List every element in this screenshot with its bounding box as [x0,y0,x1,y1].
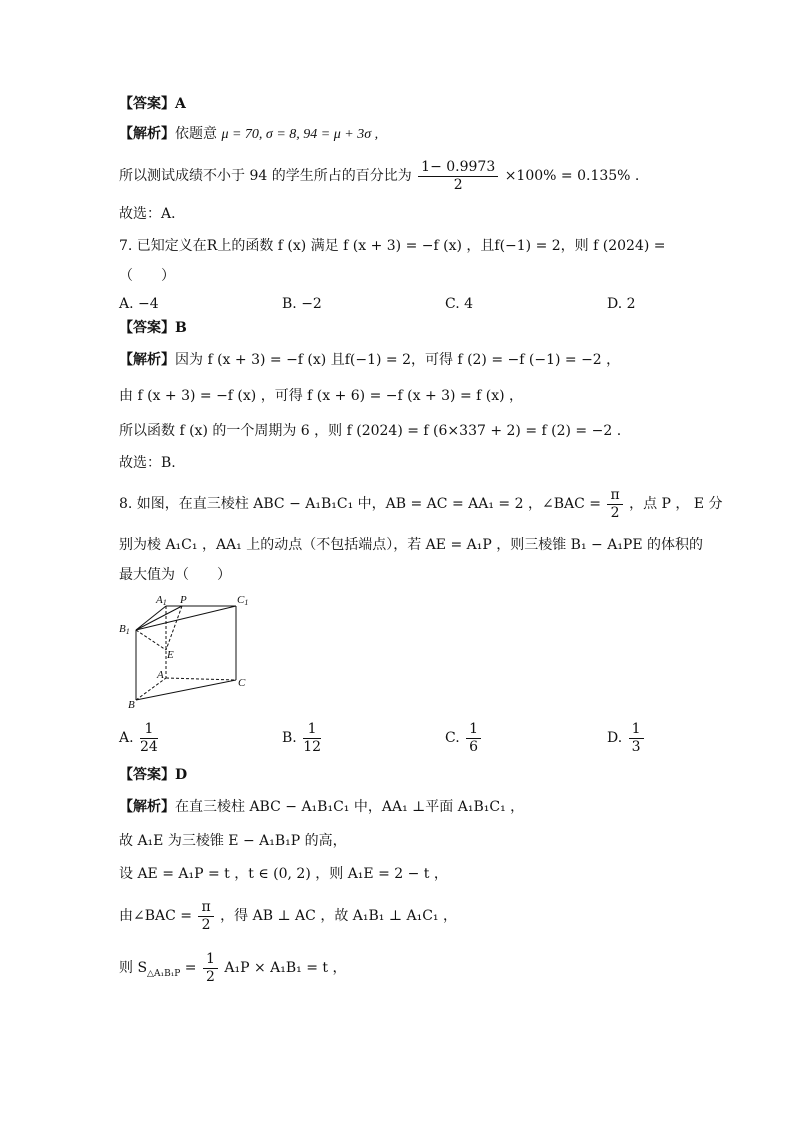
question-8-line2: 别为棱 A₁C₁ ，AA₁ 上的动点（不包括端点），若 AE = A₁P ，则三棱锥 B₁ − A₁PE 的体积的 [119,537,704,553]
label-b1: B1 [119,623,130,636]
question-7-line1: 7. 已知定义在R上的函数 f (x) 满足 f (x + 3) = −f (x) ，且f(−1) = 2，则 f (2024) = [119,238,666,254]
solution-7-line3: 所以函数 f (x) 的一个周期为 6 ，则 f (2024) = f (6×337 + 2) = f (2) = −2 . [119,423,622,439]
solution-text: = [180,960,197,976]
option-label: B. [282,730,297,746]
fraction [607,487,622,522]
solution-math: μ = 70, σ = 8, 94 = μ + 3σ , [221,127,379,142]
fraction [198,899,213,934]
subscript: △A₁B₁P [147,968,181,979]
fraction-numerator: 1 [466,721,481,739]
q8-option-c [445,720,483,756]
fraction [203,951,218,986]
solution-8-line4 [119,898,457,934]
option-label: A. [119,730,134,746]
question-7-line2: （ ） [119,268,175,284]
q8-option-a [119,720,160,756]
label-b: B [128,699,135,710]
fraction [466,721,481,756]
fraction-denominator: 6 [469,738,479,755]
question-8-line3: 最大值为（ ） [119,567,231,583]
fraction-numerator: 1− 0.9973 [418,159,498,177]
answer-6: 【答案】A [119,96,186,112]
fraction [140,721,158,756]
solution-7-line2: 由 f (x + 3) = −f (x) ，可得 f (x + 6) = −f (x + 3) = f (x) ， [119,388,524,404]
edge-ac [166,678,236,680]
fraction-denominator: 2 [206,968,215,985]
solution-text: 所以测试成绩不小于 94 的学生所占的百分比为 [119,168,412,184]
fraction-numerator: π [607,487,622,505]
q7-option-c: C. 4 [445,296,474,312]
fraction-numerator: 1 [203,951,218,969]
fraction-denominator: 12 [303,738,322,755]
label-c1: C1 [237,594,249,607]
label-a: A [157,669,164,681]
solution-text: 依题意 [175,126,217,142]
fraction-denominator: 3 [631,738,641,755]
fraction-numerator: 1 [629,721,644,739]
answer-8: 【答案】D [119,767,188,783]
prism-figure [116,592,256,710]
solution-7-line1 [119,350,620,370]
solution-6-conclusion: 故选：A． [119,206,186,222]
fraction-numerator: π [198,899,213,917]
solution-8-line3: 设 AE = A₁P = t ，t ∈ (0, 2) ，则 A₁E = 2 − t ， [119,866,448,882]
q7-option-d: D. 2 [607,296,636,312]
solution-8-line1 [119,797,524,817]
label-p: P [180,594,187,606]
fraction-denominator: 2 [453,176,463,193]
solution-text: 由∠BAC = [119,908,193,924]
q7-option-b: B. −2 [282,296,322,312]
question-8-line1 [119,486,723,522]
option-label: D. [607,730,623,746]
fraction [303,721,321,756]
solution-text: 在直三棱柱 ABC − A₁B₁C₁ 中，AA₁ ⊥平面 A₁B₁C₁ ， [175,799,525,815]
solution-tag: 【解析】 [119,126,175,142]
fraction-numerator: 1 [140,721,158,739]
label-e: E [167,649,174,661]
solution-text: ×100% = 0.135% . [504,168,640,184]
solution-8-line2: 故 A₁E 为三棱锥 E − A₁B₁P 的高， [119,833,347,849]
solution-tag: 【解析】 [119,352,175,368]
fraction [418,159,498,194]
q8-option-b [282,720,323,756]
q8-option-d [607,720,646,756]
solution-7-conclusion: 故选：B. [119,455,176,471]
solution-6-line1 [119,124,378,145]
fraction-denominator: 2 [610,504,620,521]
fraction-denominator: 2 [201,916,211,933]
option-label: C. [445,730,460,746]
fraction-denominator: 24 [140,738,158,755]
solution-text: 则 S [119,960,148,976]
fraction [629,721,644,756]
solution-tag: 【解析】 [119,799,175,815]
fraction-numerator: 1 [303,721,321,739]
question-text: ，点 P ， E 分 [629,496,723,512]
solution-8-line5 [119,950,346,992]
solution-text: A₁P × A₁B₁ = t ， [224,960,347,976]
solution-text: 因为 f (x + 3) = −f (x) 且f(−1) = 2，可得 f (2) = −f (−1) = −2 ， [175,352,621,368]
segment-b1e [136,630,166,650]
solution-6-line2 [119,158,639,194]
edge-bc [136,680,236,700]
question-text: 8. 如图，在直三棱柱 ABC − A₁B₁C₁ 中，AB = AC = AA₁ = 2 ，∠BAC = [119,496,601,512]
label-c: C [238,677,246,689]
solution-text: ，得 AB ⊥ AC ，故 A₁B₁ ⊥ A₁C₁ ， [220,908,457,924]
label-a1: A1 [156,594,167,607]
answer-7: 【答案】B [119,320,187,336]
q7-option-a: A. −4 [119,296,159,312]
